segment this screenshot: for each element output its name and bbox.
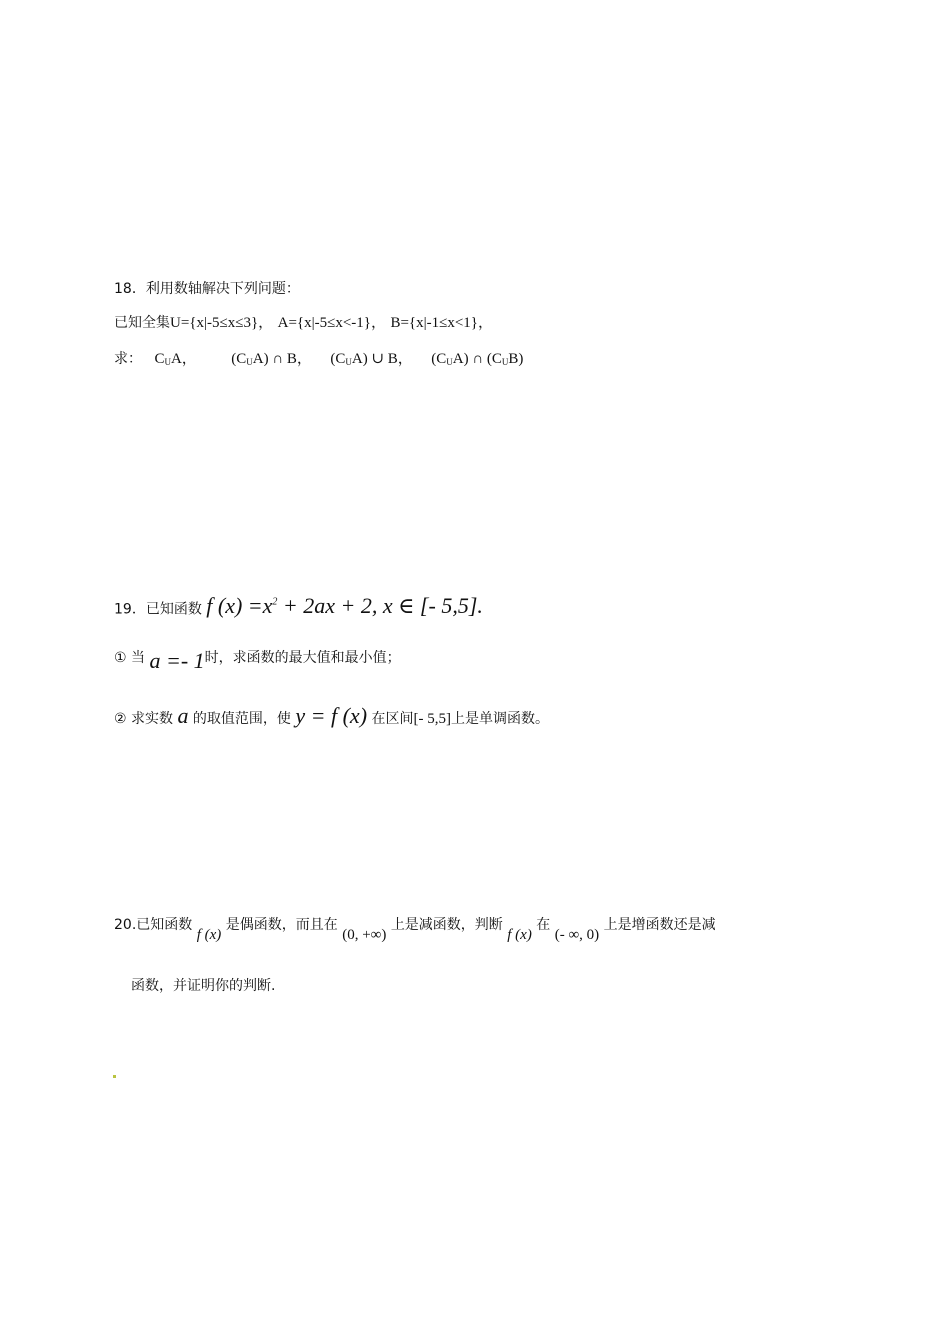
q18-ask-prefix: 求： bbox=[114, 351, 142, 367]
q19-part1-num: ① 当 bbox=[114, 650, 146, 666]
q18-ask bbox=[114, 349, 523, 372]
q19-part-2 bbox=[114, 701, 549, 734]
q19-title: 19．已知函数 bbox=[114, 601, 202, 618]
q19-stem bbox=[114, 588, 483, 624]
q19-part2-text3: 上是单调函数。 bbox=[450, 711, 549, 727]
q18-item-3: $(C_UA)$ ∪ B， bbox=[330, 351, 413, 367]
q18-set-u: U={x|-5≤x≤3}， bbox=[170, 315, 274, 331]
q19-formula: f $(x) =x^2 + 2ax + 2$, x ∈ [- 5,5]. bbox=[206, 593, 483, 619]
q19-part2-text1: 的取值范围，使 bbox=[192, 711, 291, 727]
q18-given-prefix: 已知全集 bbox=[114, 315, 170, 331]
q19-part-1 bbox=[114, 640, 401, 673]
q19-part2-text2: 在区间 bbox=[371, 711, 414, 727]
artifact-dot bbox=[113, 1075, 116, 1078]
q20-f1: f (x) bbox=[196, 927, 222, 943]
q20-interval-1: (0, +∞) bbox=[342, 927, 387, 943]
q18-item-2: $(C_UA)$ ∩ B， bbox=[231, 351, 312, 367]
q18-set-b: B={x|-1≤x<1}， bbox=[390, 315, 494, 331]
q20-title: 20.已知函数 bbox=[114, 917, 193, 933]
q18-given bbox=[114, 313, 493, 333]
q19-part2-interval: [- 5,5] bbox=[413, 711, 451, 727]
q19-part1-math: a =- 1 bbox=[149, 648, 205, 673]
q20-stem bbox=[114, 910, 716, 943]
q18-title: 18．利用数轴解决下列问题： bbox=[114, 281, 300, 297]
q20-text3: 在 bbox=[536, 917, 551, 933]
q20-line-2: 函数，并证明你的判断. bbox=[131, 978, 276, 994]
q19-part2-math: y = f (x) bbox=[295, 703, 368, 728]
q20-interval-2: (- ∞, 0) bbox=[554, 927, 600, 943]
q20-text1: 是偶函数，而且在 bbox=[225, 917, 338, 933]
q18-item-4: $(C_UA)$ ∩ $(C_UB)$ bbox=[431, 351, 524, 367]
q19-part2-num: ② 求实数 bbox=[114, 711, 174, 727]
q20-text4: 上是增函数还是减 bbox=[603, 917, 716, 933]
q20-f2: f (x) bbox=[507, 927, 532, 943]
q18-item-1: $C_UA$， bbox=[154, 351, 197, 367]
q18-set-a: A={x|-5≤x<-1}， bbox=[277, 315, 386, 331]
q19-part2-a: a bbox=[177, 703, 189, 728]
q20-text2: 上是减函数，判断 bbox=[390, 917, 503, 933]
q19-part1-text: 时，求函数的最大值和最小值； bbox=[204, 650, 401, 666]
